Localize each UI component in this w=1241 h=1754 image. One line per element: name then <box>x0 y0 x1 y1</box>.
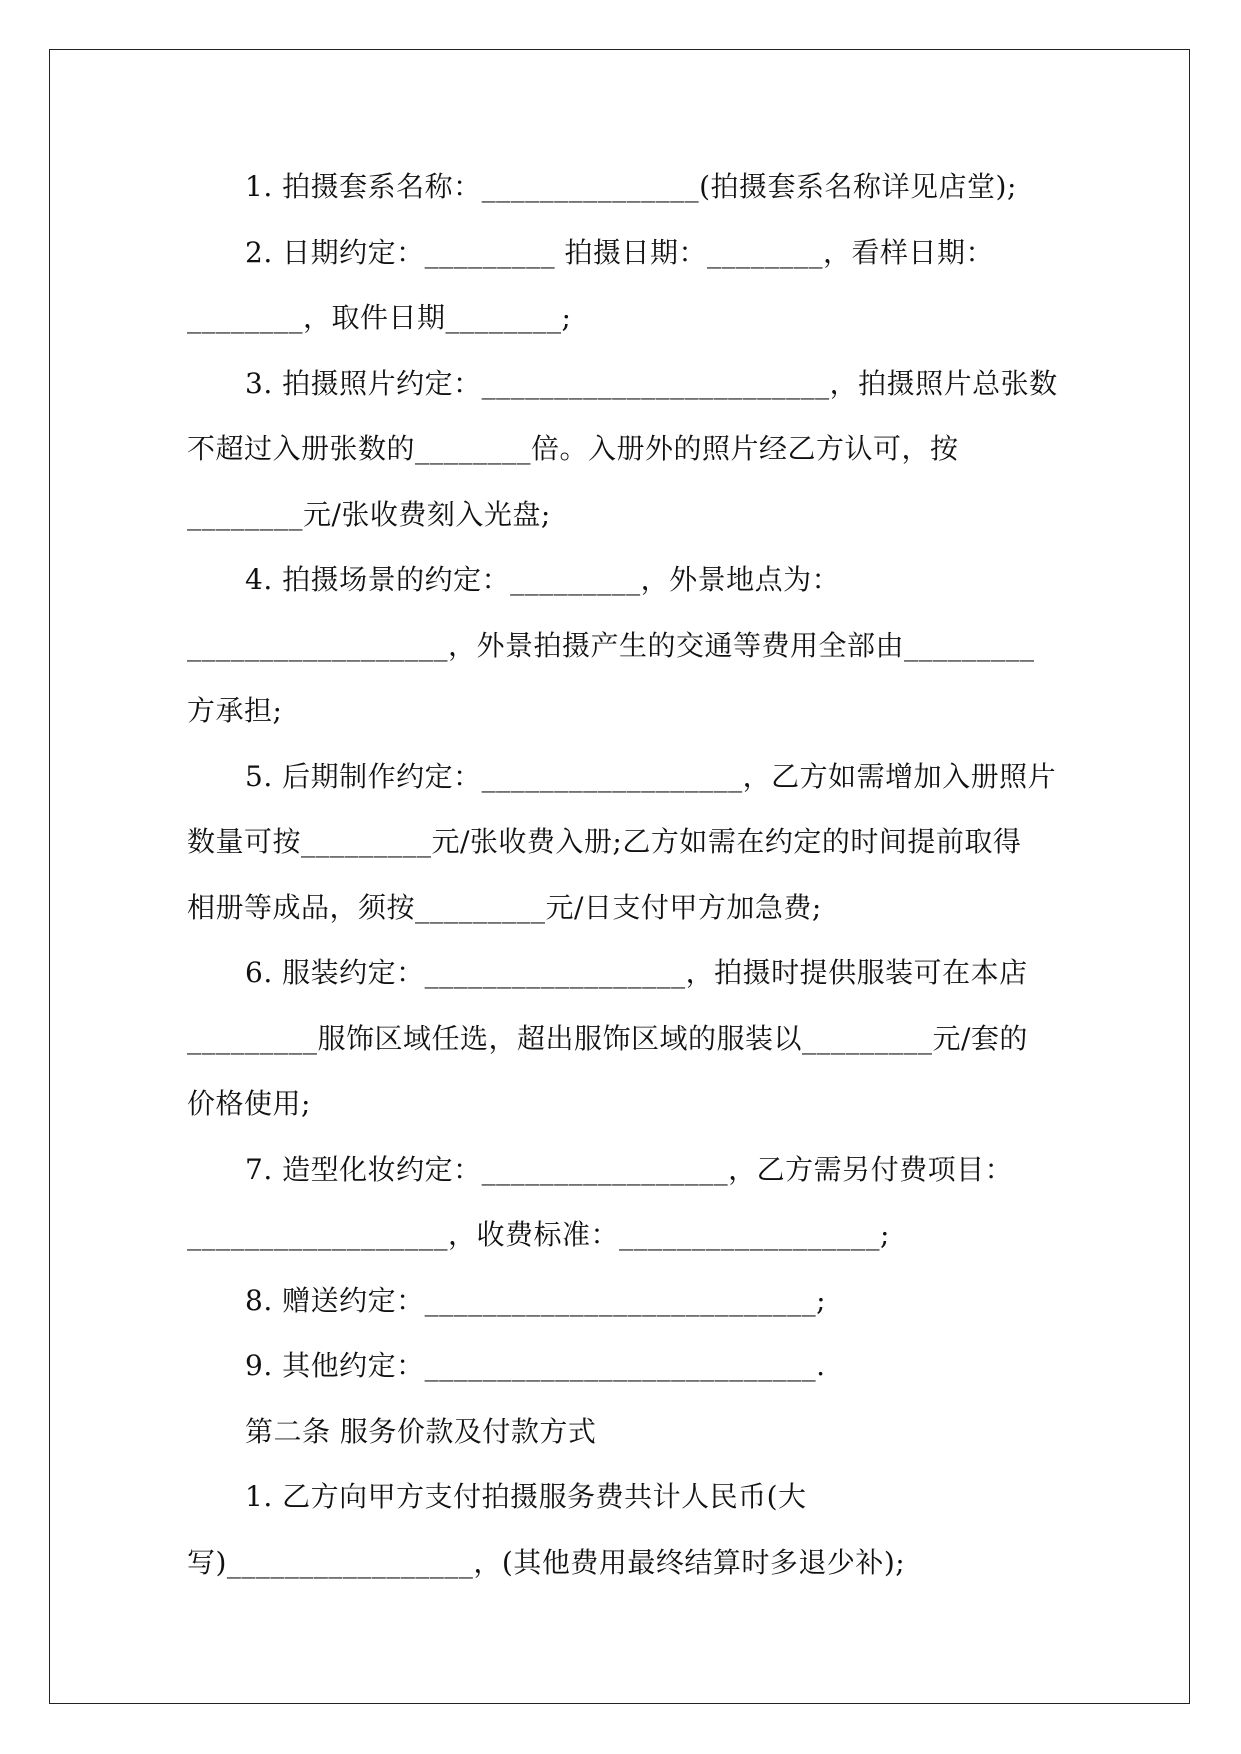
clause-2-dates: 2. 日期约定：_________ 拍摄日期：________，看样日期： <box>245 235 995 269</box>
clause-7-makeup: 7. 造型化妆约定：_________________，乙方需另付费项目： <box>245 1152 1014 1186</box>
clause-6-costume-cont-1: _________服饰区域任选，超出服饰区域的服装以_________元/套的 <box>187 1021 1028 1055</box>
clause-7-makeup-cont: __________________，收费标准：__________________; <box>187 1218 890 1251</box>
article-2-clause-1: 1. 乙方向甲方支付拍摄服务费共计人民币(大 <box>245 1480 807 1513</box>
clause-3-photos-cont-2: ________元/张收费刻入光盘; <box>187 497 551 531</box>
document-body <box>187 154 1057 1595</box>
clause-4-scenes-cont-2: 方承担; <box>187 694 283 727</box>
clause-6-costume: 6. 服装约定：__________________，拍摄时提供服装可在本店 <box>245 956 1028 989</box>
clause-5-post-production-cont-2: 相册等成品，须按_________元/日支付甲方加急费; <box>187 890 822 924</box>
clause-6-costume-cont-2: 价格使用; <box>187 1087 311 1120</box>
clause-9-other: 9. 其他约定：___________________________. <box>245 1349 826 1382</box>
clause-4-scenes-cont-1: __________________，外景拍摄产生的交通等费用全部由_________ <box>187 628 1035 662</box>
clause-3-photos: 3. 拍摄照片约定：________________________，拍摄照片总张数 <box>245 366 1058 400</box>
clause-4-scenes: 4. 拍摄场景的约定：_________，外景地点为： <box>245 563 841 596</box>
clause-3-photos-cont-1: 不超过入册张数的________倍。入册外的照片经乙方认可，按 <box>187 432 959 465</box>
clause-8-gifts: 8. 赠送约定：___________________________; <box>245 1283 827 1317</box>
clause-5-post-production: 5. 后期制作约定：__________________，乙方如需增加入册照片 <box>245 759 1057 793</box>
clause-2-dates-cont: ________，取件日期________; <box>187 301 572 334</box>
clause-1-package-name: 1. 拍摄套系名称：_______________(拍摄套系名称详见店堂); <box>245 170 1017 203</box>
article-2-heading: 第二条 服务价款及付款方式 <box>245 1414 597 1448</box>
article-2-clause-1-cont: 写)_________________，(其他费用最终结算时多退少补); <box>187 1545 906 1579</box>
clause-5-post-production-cont-1: 数量可按_________元/张收费入册;乙方如需在约定的时间提前取得 <box>187 825 1022 858</box>
